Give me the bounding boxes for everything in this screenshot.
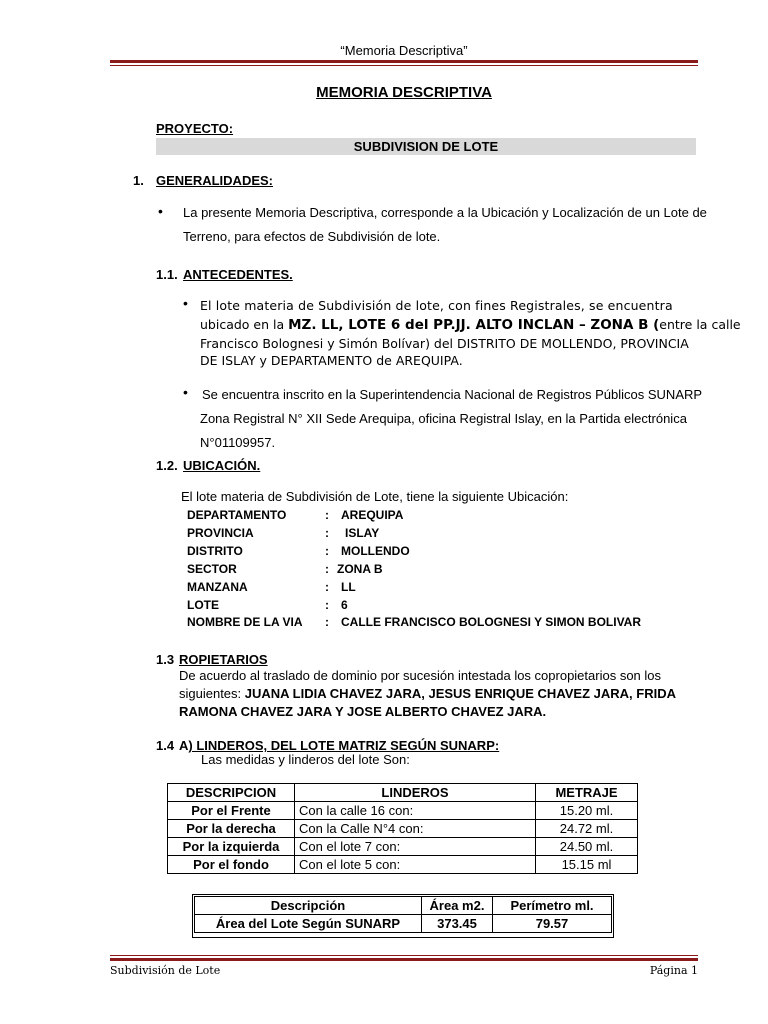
- lindero-desc: Por la derecha: [168, 820, 295, 838]
- linderos-intro: Las medidas y linderos del lote Son:: [201, 752, 410, 767]
- ubicacion-value: MOLLENDO: [341, 544, 410, 558]
- section-11-number: 1.1.: [156, 267, 178, 282]
- section-14-heading: ) LINDEROS, DEL LOTE MATRIZ SEGÚN SUNARP:: [188, 738, 500, 753]
- column-header: METRAJE: [536, 784, 638, 802]
- propietarios-lead: siguientes:: [179, 686, 245, 701]
- footer-left: Subdivisión de Lote: [110, 964, 221, 977]
- column-header: Área m2.: [422, 897, 493, 915]
- ubicacion-key: MANZANA: [187, 580, 248, 594]
- footer-rule-thick: [110, 958, 698, 961]
- ubicacion-value: AREQUIPA: [341, 508, 404, 522]
- section-14-letter: A: [179, 738, 189, 753]
- ubicacion-value: ZONA B: [337, 562, 383, 576]
- column-header: DESCRIPCION: [168, 784, 295, 802]
- ubicacion-key: PROVINCIA: [187, 526, 254, 540]
- ubicacion-colon: :: [325, 526, 329, 540]
- b1-text-c: entre la calle: [659, 317, 741, 332]
- section-14-number: 1.4: [156, 738, 175, 753]
- antecedentes-b2-line-3: N°01109957.: [200, 435, 276, 450]
- footer-page-number: Página 1: [649, 964, 698, 977]
- bullet-icon: •: [158, 203, 163, 219]
- ubicacion-colon: :: [325, 580, 329, 594]
- header-rule-thick: [110, 60, 698, 63]
- section-12-title: UBICACIÓN.: [183, 458, 261, 473]
- proyecto-label: PROYECTO:: [156, 121, 234, 136]
- ubicacion-value: ISLAY: [345, 526, 380, 540]
- ubicacion-colon: :: [325, 508, 329, 522]
- table-row: [168, 820, 638, 838]
- perimetro-value: 79.57: [493, 915, 612, 933]
- propietarios-line-3: RAMONA CHAVEZ JARA Y JOSE ALBERTO CHAVEZ JARA.: [179, 704, 547, 719]
- generalidades-line-1: La presente Memoria Descriptiva, corresponde a la Ubicación y Localización de un Lote de: [183, 205, 707, 220]
- lindero-text: Con la calle 16 con:: [295, 802, 536, 820]
- linderos-table: [167, 783, 638, 874]
- b1-text-a: ubicado en la: [200, 317, 289, 332]
- section-13-number: 1.3: [156, 652, 175, 667]
- ubicacion-colon: :: [325, 598, 329, 612]
- lindero-metraje: 24.72 ml.: [536, 820, 638, 838]
- generalidades-line-2: Terreno, para efectos de Subdivisión de lote.: [183, 229, 441, 244]
- antecedentes-b1-line-2: [200, 317, 741, 333]
- running-header: “Memoria Descriptiva”: [340, 43, 468, 58]
- lindero-text: Con la Calle N°4 con:: [295, 820, 536, 838]
- antecedentes-b2-line-2: Zona Registral N° XII Sede Arequipa, oficina Registral Islay, en la Partida electrónica: [200, 411, 687, 426]
- ubicacion-value: LL: [341, 580, 356, 594]
- lindero-desc: Por la izquierda: [168, 838, 295, 856]
- ubicacion-key: NOMBRE DE LA VIA: [187, 615, 303, 629]
- area-value: 373.45: [422, 915, 493, 933]
- footer-rule-thin: [110, 955, 698, 956]
- antecedentes-b1-line-4: DE ISLAY y DEPARTAMENTO de AREQUIPA.: [200, 353, 463, 368]
- ubicacion-colon: :: [325, 544, 329, 558]
- lindero-desc: Por el Frente: [168, 802, 295, 820]
- ubicacion-key: LOTE: [187, 598, 219, 612]
- section-11-title: ANTECEDENTES.: [183, 267, 293, 282]
- ubicacion-key: SECTOR: [187, 562, 237, 576]
- propietarios-line-1: De acuerdo al traslado de dominio por sucesión intestada los copropietarios son los: [179, 668, 662, 683]
- ubicacion-key: DISTRITO: [187, 544, 243, 558]
- table-row: [168, 802, 638, 820]
- ubicacion-colon: :: [325, 562, 329, 576]
- table-row: [168, 838, 638, 856]
- section-1-number: 1.: [133, 173, 144, 188]
- antecedentes-b1-line-1: El lote materia de Subdivisión de lote, con fines Registrales, se encuentra: [200, 298, 673, 313]
- ubicacion-colon: :: [325, 615, 329, 629]
- lindero-metraje: 15.20 ml.: [536, 802, 638, 820]
- section-1-title: GENERALIDADES:: [156, 173, 274, 188]
- lindero-metraje: 24.50 ml.: [536, 838, 638, 856]
- section-12-number: 1.2.: [156, 458, 178, 473]
- ubicacion-intro: El lote materia de Subdivisión de Lote, tiene la siguiente Ubicación:: [181, 489, 569, 504]
- area-desc: Área del Lote Según SUNARP: [195, 915, 422, 933]
- column-header: Perímetro ml.: [493, 897, 612, 915]
- lindero-text: Con el lote 5 con:: [295, 856, 536, 874]
- column-header: Descripción: [195, 897, 422, 915]
- b1-address: MZ. LL, LOTE 6 del PP.JJ. ALTO INCLAN – ZONA B (: [288, 317, 660, 333]
- ubicacion-value: 6: [341, 598, 348, 612]
- ubicacion-key: DEPARTAMENTO: [187, 508, 287, 522]
- lindero-text: Con el lote 7 con:: [295, 838, 536, 856]
- antecedentes-b1-line-3: Francisco Bolognesi y Simón Bolívar) del DISTRITO DE MOLLENDO, PROVINCIA: [200, 336, 689, 351]
- section-13-title: ROPIETARIOS: [179, 652, 268, 667]
- table-header-row: [168, 784, 638, 802]
- lindero-desc: Por el fondo: [168, 856, 295, 874]
- table-row: [195, 915, 612, 933]
- ubicacion-value: CALLE FRANCISCO BOLOGNESI Y SIMON BOLIVAR: [341, 615, 642, 629]
- table-row: [168, 856, 638, 874]
- lindero-metraje: 15.15 ml: [536, 856, 638, 874]
- propietarios-line-2: [179, 686, 676, 701]
- column-header: LINDEROS: [295, 784, 536, 802]
- document-title: MEMORIA DESCRIPTIVA: [316, 84, 492, 101]
- propietarios-names-1: JUANA LIDIA CHAVEZ JARA, JESUS ENRIQUE CHAVEZ JARA, FRIDA: [244, 686, 676, 701]
- table-header-row: [195, 897, 612, 915]
- bullet-icon: •: [183, 295, 188, 311]
- bullet-icon: •: [183, 384, 188, 400]
- proyecto-name: SUBDIVISION DE LOTE: [156, 138, 696, 155]
- area-table: [194, 896, 612, 933]
- header-rule-thin: [110, 65, 698, 66]
- antecedentes-b2-line-1: Se encuentra inscrito en la Superintendencia Nacional de Registros Públicos SUNARP: [202, 387, 703, 402]
- section-14-title: [179, 738, 499, 753]
